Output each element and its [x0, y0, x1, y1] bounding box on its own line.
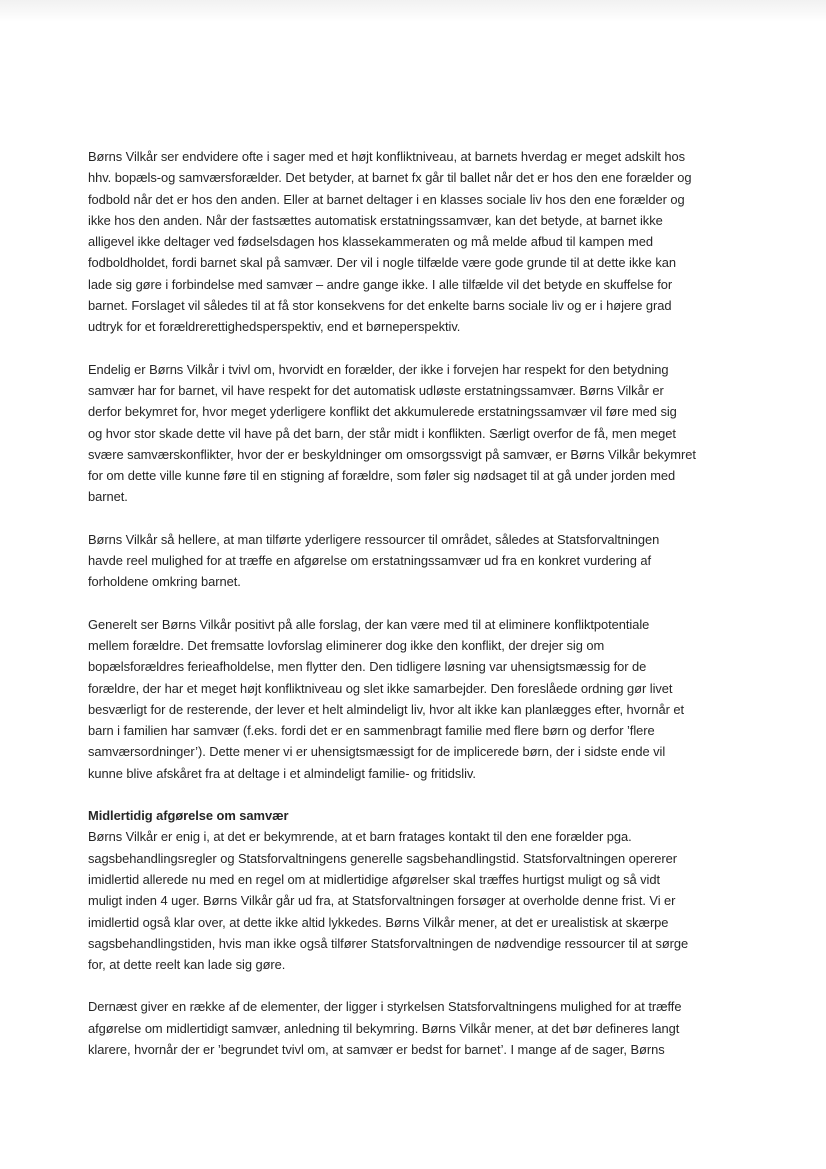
- text-line: og hvor stor skade dette vil have på det barn, der står midt i konflikten. Særligt overfor de få, men meget: [88, 425, 676, 441]
- text-line: bopælsforældres ferieafholdelse, men flytter den. Den tidligere løsning var uhensigtsmæssig for de: [88, 659, 647, 675]
- text-line: forholdene omkring barnet.: [88, 574, 241, 590]
- text-line: imidlertid allerede nu med en regel om at midlertidige afgørelser skal træffes hurtigst muligt og så vidt: [88, 871, 660, 887]
- section-heading: Midlertidig afgørelse om samvær: [88, 808, 289, 824]
- text-line: imidlertid også klar over, at dette ikke altid lykkedes. Børns Vilkår mener, at det er urealistisk at skærpe: [88, 914, 669, 930]
- paragraph-resources: [88, 529, 740, 593]
- text-line: Børns Vilkår er enig i, at det er bekymrende, at et barn fratages kontakt til den ene forælder pga.: [88, 829, 632, 845]
- text-line: for, at dette reelt kan lade sig gøre.: [88, 957, 286, 973]
- text-line: barnet. Forslaget vil således til at få stor konsekvens for det enkelte barns sociale liv og er i højere grad: [88, 298, 672, 314]
- text-line: for om dette ville kunne føre til en stigning af forældre, som føler sig nødsaget til at gå under jorden med: [88, 468, 676, 484]
- text-line: sagsbehandlingstiden, hvis man ikke også tilfører Statsforvaltningen de nødvendige ressourcer til at sørge: [88, 935, 689, 951]
- text-line: alligevel ikke deltager ved fødselsdagen hos klassekammeraten og må melde afbud til kampen med: [88, 234, 653, 250]
- text-line: barn i familien har samvær (f.eks. fordi det er en sammenbragt familie med flere børn og derfor ’flere: [88, 723, 655, 739]
- text-line: mellem forældre. Det fremsatte lovforslag eliminerer dog ikke den konflikt, der drejer sig om: [88, 637, 605, 653]
- text-line: besværligt for de resterende, der lever et helt almindeligt liv, hvor alt ikke kan planlægges efter, hvornår et: [88, 701, 685, 717]
- text-line: samvær har for barnet, vil have respekt for det automatisk udløste erstatningssamvær. Børns Vilkår er: [88, 382, 664, 398]
- text-line: lade sig gøre i forbindelse med samvær – andre gange ikke. I alle tilfælde vil det betyde en skuffelse for: [88, 276, 673, 292]
- scan-edge-shading: [0, 0, 826, 22]
- text-line: Børns Vilkår ser endvidere ofte i sager med et højt konfliktniveau, at barnets hverdag er meget adskilt hos: [88, 149, 685, 164]
- text-line: ikke hos den anden. Når der fastsættes automatisk erstatningssamvær, kan det betyde, at barnet ikke: [88, 212, 663, 228]
- text-line: klarere, hvornår der er ’begrundet tvivl om, at samvær er bedst for barnet’. I mange af de sager, Børns: [88, 1041, 665, 1057]
- text-line: Dernæst giver en række af de elementer, der ligger i styrkelsen Statsforvaltningens mulighed for at træffe: [88, 999, 682, 1015]
- document-body: [88, 146, 740, 1081]
- text-line: afgørelse om midlertidigt samvær, anledning til bekymring. Børns Vilkår mener, at det bør defineres langt: [88, 1020, 680, 1036]
- paragraph-conflict-everyday: [88, 146, 740, 338]
- paragraph-general-position: [88, 614, 740, 784]
- text-line: sagsbehandlingsregler og Statsforvaltningens generelle sagsbehandlingstid. Statsforvaltningen opererer: [88, 850, 677, 866]
- paragraph-respect-concern: [88, 359, 740, 508]
- text-line: svære samværskonflikter, hvor der er beskyldninger om omsorgssvigt på samvær, er Børns Vilkår bekymret: [88, 446, 696, 462]
- text-line: havde reel mulighed for at træffe en afgørelse om erstatningssamvær ud fra en konkret vurdering af: [88, 553, 652, 569]
- text-line: Børns Vilkår så hellere, at man tilførte yderligere ressourcer til området, således at Statsforvaltningen: [88, 531, 660, 547]
- text-line: derfor bekymret for, hvor meget yderligere konflikt det akkumulerede erstatningssamvær vil føre med sig: [88, 404, 677, 420]
- text-line: muligt inden 4 uger. Børns Vilkår går ud fra, at Statsforvaltningen forsøger at overholde denne frist. Vi er: [88, 893, 676, 909]
- section-temporary-decision: [88, 805, 740, 975]
- text-line: forældre, der har et meget højt konfliktniveau og slet ikke samarbejder. Den foreslåede ordning gør livet: [88, 680, 673, 696]
- text-line: barnet.: [88, 489, 128, 505]
- text-line: udtryk for et forældrerettighedsperspektiv, end et børneperspektiv.: [88, 319, 461, 335]
- text-line: Endelig er Børns Vilkår i tvivl om, hvorvidt en forælder, der ikke i forvejen har respekt for den betydning: [88, 361, 669, 377]
- text-line: kunne blive afskåret fra at deltage i et almindeligt familie- og fritidsliv.: [88, 765, 476, 781]
- text-line: Generelt ser Børns Vilkår positivt på alle forslag, der kan være med til at eliminere konfliktpotentiale: [88, 616, 650, 632]
- text-line: samværsordninger’). Dette mener vi er uhensigtsmæssigt for de implicerede børn, der i sidste ende vil: [88, 744, 666, 760]
- text-line: hhv. bopæls-og samværsforælder. Det betyder, at barnet fx går til ballet når det er hos den ene forælder og: [88, 170, 692, 186]
- paragraph-justified-doubt: [88, 996, 740, 1060]
- text-line: fodboldholdet, fordi barnet skal på samvær. Der vil i nogle tilfælde være gode grunde til at dette ikke kan: [88, 255, 676, 271]
- text-line: fodbold når det er hos den anden. Eller at barnet deltager i en klasses sociale liv hos den ene forælder og: [88, 191, 685, 207]
